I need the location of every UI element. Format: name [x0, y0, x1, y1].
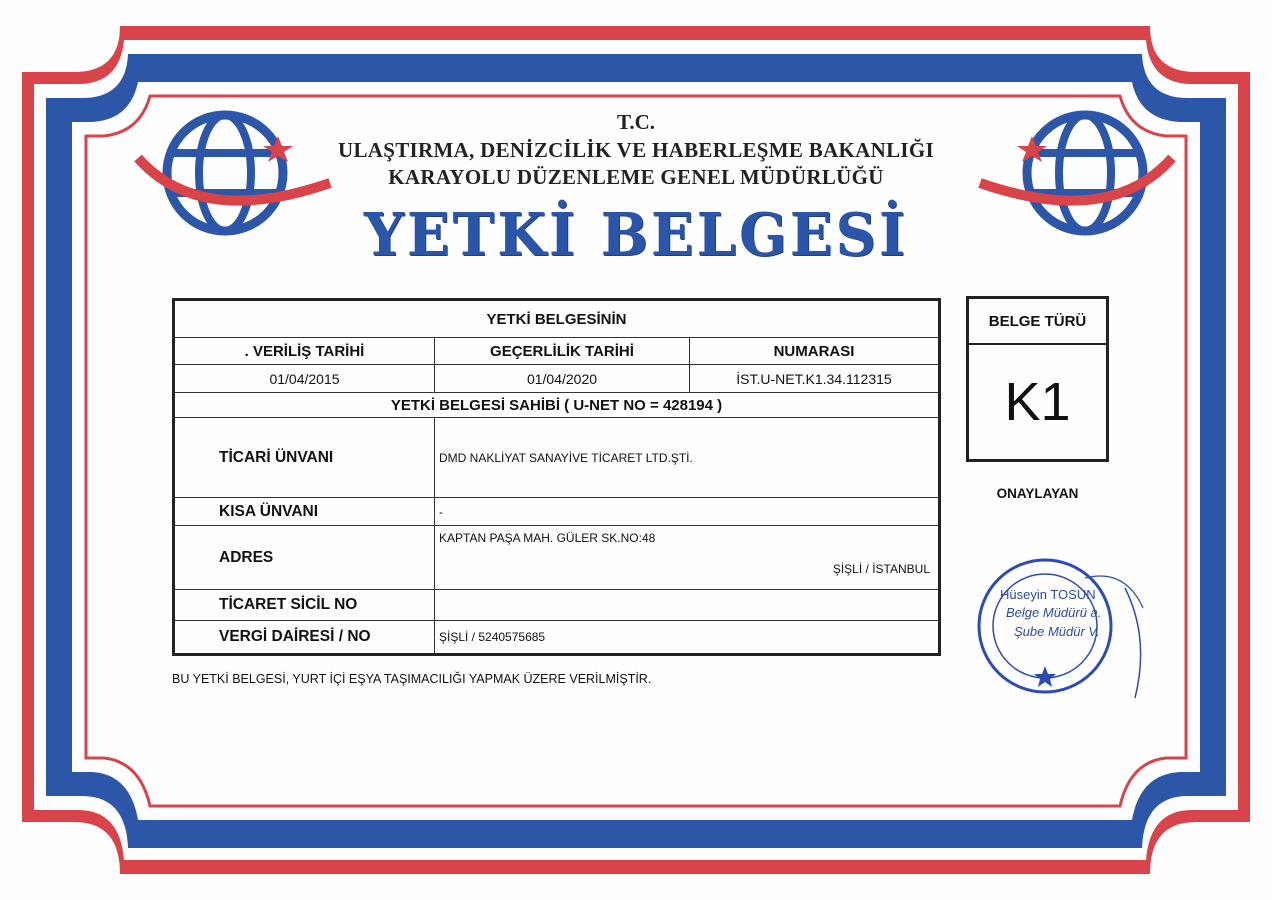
column-issue-date: . VERİLİŞ TARİHİ	[244, 342, 365, 360]
certificate-heading: YETKİ BELGESİNİN	[486, 310, 627, 328]
certificate-type-label: BELGE TÜRÜ	[969, 299, 1106, 345]
field-value-tax-office: ŞİŞLİ / 5240575685	[434, 621, 938, 653]
certificate-columns-row	[175, 338, 938, 365]
field-value-short-name: -	[434, 498, 938, 525]
holder-heading: YETKİ BELGESİ SAHİBİ ( U-NET NO = 428194 )	[390, 396, 723, 414]
header-ministry: ULAŞTIRMA, DENİZCİLİK VE HABERLEŞME BAKANLIĞI	[338, 138, 934, 162]
stamp-title-line2: Şube Müdür V.	[1014, 624, 1100, 639]
certificate-table	[172, 298, 941, 656]
table-row	[175, 418, 938, 498]
field-label-trade-registry: TİCARET SİCİL NO	[219, 596, 358, 613]
validity-date-value: 01/04/2020	[434, 365, 689, 392]
certificate-statement: BU YETKİ BELGESİ, YURT İÇİ EŞYA TAŞIMACILIĞI YAPMAK ÜZERE VERİLMİŞTİR.	[172, 672, 652, 686]
table-row	[175, 621, 938, 653]
field-label-trade-name: TİCARİ ÜNVANI	[219, 448, 334, 466]
stamp-title-line1: Belge Müdürü a.	[1006, 605, 1102, 620]
issue-date-value: 01/04/2015	[269, 370, 340, 387]
document-title: YETKİ BELGESİ	[363, 200, 909, 270]
column-validity-date: GEÇERLİLİK TARİHİ	[434, 338, 689, 364]
table-row	[175, 526, 938, 590]
column-number: NUMARASI	[689, 338, 938, 364]
field-label-address: ADRES	[219, 548, 274, 566]
field-label-short-name: KISA ÜNVANI	[219, 502, 319, 520]
field-value-address: KAPTAN PAŞA MAH. GÜLER SK.NO:48	[434, 526, 938, 589]
approver-label: ONAYLAYAN	[996, 486, 1079, 501]
certificate-type-box	[966, 296, 1109, 462]
certificate-values-row	[175, 365, 938, 393]
header-tc: T.C.	[616, 110, 656, 134]
field-value-trade-name: DMD NAKLİYAT SANAYİVE TİCARET LTD.ŞTİ.	[434, 418, 938, 497]
number-value: İST.U-NET.K1.34.112315	[689, 365, 938, 392]
certificate-heading-row	[175, 301, 938, 338]
header-directorate: KARAYOLU DÜZENLEME GENEL MÜDÜRLÜĞÜ	[388, 165, 884, 189]
field-label-tax-office: VERGİ DAİRESİ / NO	[219, 628, 371, 645]
table-row	[175, 498, 938, 526]
stamp-name: Hüseyin TOSUN	[1000, 587, 1096, 602]
field-value-trade-registry	[434, 590, 938, 620]
table-row	[175, 590, 938, 621]
certificate-type-value: K1	[1004, 372, 1071, 432]
holder-heading-row	[175, 393, 938, 418]
field-value-address-city: ŞİŞLİ / İSTANBUL	[832, 562, 930, 576]
